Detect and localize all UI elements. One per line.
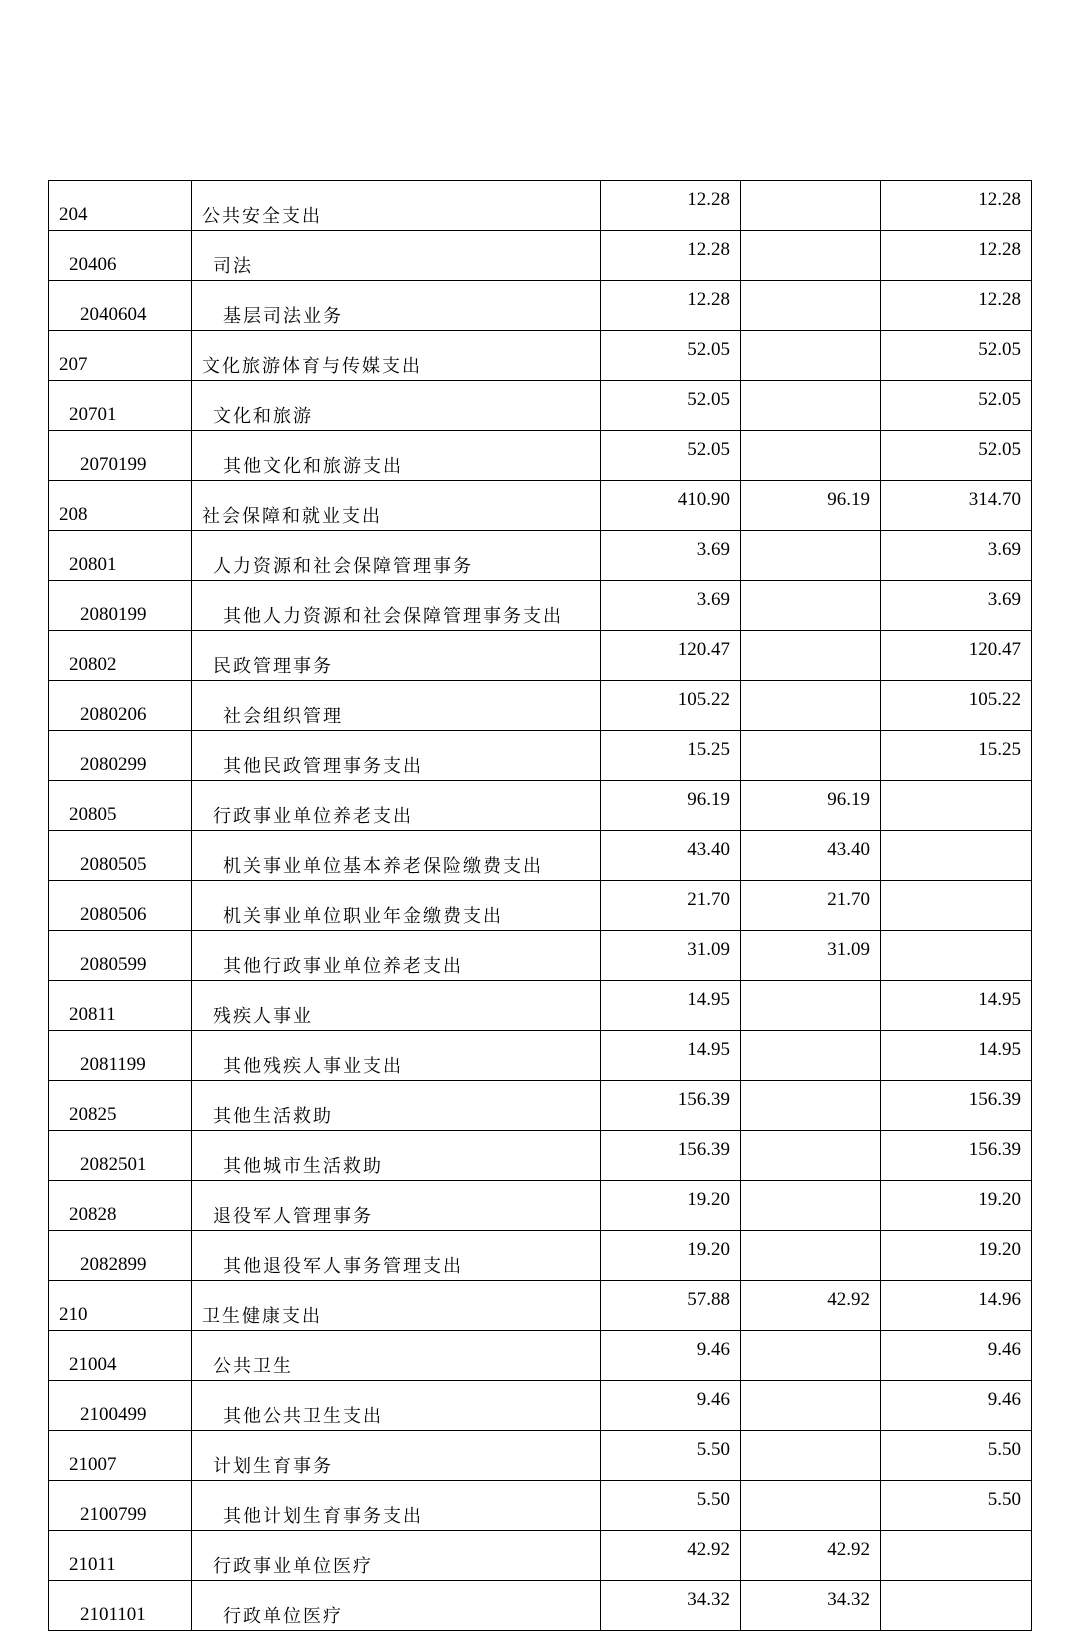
subject-name-cell: 其他人力资源和社会保障管理事务支出 xyxy=(192,581,601,631)
subject-code-cell: 2080206 xyxy=(49,681,192,731)
budget-table-container xyxy=(48,180,1031,1631)
table-row xyxy=(49,681,1032,731)
total-amount-cell: 3.69 xyxy=(601,531,741,581)
total-amount-cell: 52.05 xyxy=(601,381,741,431)
project-expenditure-cell: 14.95 xyxy=(881,981,1032,1031)
subject-name-cell: 残疾人事业 xyxy=(192,981,601,1031)
table-row xyxy=(49,1181,1032,1231)
subject-code-cell: 2070199 xyxy=(49,431,192,481)
table-row xyxy=(49,1581,1032,1631)
subject-code-cell: 207 xyxy=(49,331,192,381)
total-amount-cell: 52.05 xyxy=(601,431,741,481)
total-amount-cell: 9.46 xyxy=(601,1381,741,1431)
table-row xyxy=(49,231,1032,281)
basic-expenditure-cell xyxy=(741,1431,881,1481)
project-expenditure-cell: 314.70 xyxy=(881,481,1032,531)
basic-expenditure-cell xyxy=(741,1081,881,1131)
subject-name-cell: 行政事业单位养老支出 xyxy=(192,781,601,831)
basic-expenditure-cell: 31.09 xyxy=(741,931,881,981)
subject-name-cell: 人力资源和社会保障管理事务 xyxy=(192,531,601,581)
project-expenditure-cell: 14.95 xyxy=(881,1031,1032,1081)
total-amount-cell: 5.50 xyxy=(601,1481,741,1531)
total-amount-cell: 156.39 xyxy=(601,1131,741,1181)
subject-name-cell: 机关事业单位基本养老保险缴费支出 xyxy=(192,831,601,881)
subject-code-cell: 20406 xyxy=(49,231,192,281)
basic-expenditure-cell xyxy=(741,631,881,681)
project-expenditure-cell xyxy=(881,831,1032,881)
project-expenditure-cell: 14.96 xyxy=(881,1281,1032,1331)
project-expenditure-cell xyxy=(881,1531,1032,1581)
project-expenditure-cell: 9.46 xyxy=(881,1381,1032,1431)
basic-expenditure-cell xyxy=(741,1231,881,1281)
project-expenditure-cell: 105.22 xyxy=(881,681,1032,731)
total-amount-cell: 5.50 xyxy=(601,1431,741,1481)
basic-expenditure-cell xyxy=(741,331,881,381)
subject-name-cell: 其他退役军人事务管理支出 xyxy=(192,1231,601,1281)
total-amount-cell: 96.19 xyxy=(601,781,741,831)
basic-expenditure-cell xyxy=(741,1031,881,1081)
subject-code-cell: 2080505 xyxy=(49,831,192,881)
project-expenditure-cell: 5.50 xyxy=(881,1481,1032,1531)
project-expenditure-cell: 52.05 xyxy=(881,381,1032,431)
total-amount-cell: 52.05 xyxy=(601,331,741,381)
basic-expenditure-cell xyxy=(741,381,881,431)
expenditure-table xyxy=(48,180,1032,1631)
subject-name-cell: 机关事业单位职业年金缴费支出 xyxy=(192,881,601,931)
total-amount-cell: 120.47 xyxy=(601,631,741,681)
total-amount-cell: 34.32 xyxy=(601,1581,741,1631)
subject-name-cell: 行政事业单位医疗 xyxy=(192,1531,601,1581)
project-expenditure-cell: 5.50 xyxy=(881,1431,1032,1481)
basic-expenditure-cell xyxy=(741,531,881,581)
subject-code-cell: 2081199 xyxy=(49,1031,192,1081)
project-expenditure-cell: 12.28 xyxy=(881,231,1032,281)
basic-expenditure-cell: 42.92 xyxy=(741,1531,881,1581)
subject-code-cell: 20825 xyxy=(49,1081,192,1131)
basic-expenditure-cell xyxy=(741,1381,881,1431)
project-expenditure-cell: 12.28 xyxy=(881,281,1032,331)
basic-expenditure-cell xyxy=(741,231,881,281)
table-row xyxy=(49,1031,1032,1081)
table-row xyxy=(49,1231,1032,1281)
subject-code-cell: 2080299 xyxy=(49,731,192,781)
table-row xyxy=(49,731,1032,781)
total-amount-cell: 31.09 xyxy=(601,931,741,981)
project-expenditure-cell: 3.69 xyxy=(881,581,1032,631)
subject-name-cell: 司法 xyxy=(192,231,601,281)
subject-code-cell: 204 xyxy=(49,181,192,231)
basic-expenditure-cell xyxy=(741,731,881,781)
table-row xyxy=(49,1331,1032,1381)
basic-expenditure-cell xyxy=(741,281,881,331)
basic-expenditure-cell xyxy=(741,1131,881,1181)
subject-name-cell: 计划生育事务 xyxy=(192,1431,601,1481)
project-expenditure-cell: 156.39 xyxy=(881,1081,1032,1131)
project-expenditure-cell: 120.47 xyxy=(881,631,1032,681)
basic-expenditure-cell: 96.19 xyxy=(741,481,881,531)
total-amount-cell: 12.28 xyxy=(601,181,741,231)
total-amount-cell: 3.69 xyxy=(601,581,741,631)
total-amount-cell: 19.20 xyxy=(601,1231,741,1281)
subject-code-cell: 2080506 xyxy=(49,881,192,931)
project-expenditure-cell: 156.39 xyxy=(881,1131,1032,1181)
project-expenditure-cell: 12.28 xyxy=(881,181,1032,231)
subject-name-cell: 文化旅游体育与传媒支出 xyxy=(192,331,601,381)
subject-code-cell: 20701 xyxy=(49,381,192,431)
project-expenditure-cell: 9.46 xyxy=(881,1331,1032,1381)
project-expenditure-cell: 19.20 xyxy=(881,1181,1032,1231)
subject-code-cell: 2100499 xyxy=(49,1381,192,1431)
basic-expenditure-cell: 43.40 xyxy=(741,831,881,881)
subject-name-cell: 公共卫生 xyxy=(192,1331,601,1381)
basic-expenditure-cell: 96.19 xyxy=(741,781,881,831)
total-amount-cell: 14.95 xyxy=(601,981,741,1031)
subject-code-cell: 208 xyxy=(49,481,192,531)
basic-expenditure-cell xyxy=(741,581,881,631)
subject-code-cell: 2082501 xyxy=(49,1131,192,1181)
total-amount-cell: 156.39 xyxy=(601,1081,741,1131)
total-amount-cell: 12.28 xyxy=(601,281,741,331)
table-row xyxy=(49,581,1032,631)
basic-expenditure-cell xyxy=(741,1181,881,1231)
subject-code-cell: 21007 xyxy=(49,1431,192,1481)
subject-name-cell: 卫生健康支出 xyxy=(192,1281,601,1331)
table-row xyxy=(49,981,1032,1031)
subject-name-cell: 其他城市生活救助 xyxy=(192,1131,601,1181)
subject-name-cell: 其他行政事业单位养老支出 xyxy=(192,931,601,981)
table-row xyxy=(49,531,1032,581)
basic-expenditure-cell: 42.92 xyxy=(741,1281,881,1331)
subject-name-cell: 社会组织管理 xyxy=(192,681,601,731)
subject-code-cell: 20802 xyxy=(49,631,192,681)
subject-code-cell: 2080599 xyxy=(49,931,192,981)
total-amount-cell: 15.25 xyxy=(601,731,741,781)
project-expenditure-cell xyxy=(881,931,1032,981)
subject-code-cell: 2080199 xyxy=(49,581,192,631)
table-row xyxy=(49,1481,1032,1531)
project-expenditure-cell xyxy=(881,1581,1032,1631)
table-row xyxy=(49,281,1032,331)
table-row xyxy=(49,1431,1032,1481)
basic-expenditure-cell xyxy=(741,181,881,231)
total-amount-cell: 21.70 xyxy=(601,881,741,931)
subject-code-cell: 2082899 xyxy=(49,1231,192,1281)
subject-name-cell: 民政管理事务 xyxy=(192,631,601,681)
subject-name-cell: 文化和旅游 xyxy=(192,381,601,431)
table-row xyxy=(49,1281,1032,1331)
subject-code-cell: 20805 xyxy=(49,781,192,831)
subject-code-cell: 21004 xyxy=(49,1331,192,1381)
basic-expenditure-cell: 34.32 xyxy=(741,1581,881,1631)
subject-name-cell: 其他计划生育事务支出 xyxy=(192,1481,601,1531)
basic-expenditure-cell: 21.70 xyxy=(741,881,881,931)
basic-expenditure-cell xyxy=(741,681,881,731)
project-expenditure-cell: 3.69 xyxy=(881,531,1032,581)
subject-name-cell: 退役军人管理事务 xyxy=(192,1181,601,1231)
subject-name-cell: 其他文化和旅游支出 xyxy=(192,431,601,481)
project-expenditure-cell xyxy=(881,781,1032,831)
table-row xyxy=(49,931,1032,981)
subject-code-cell: 20801 xyxy=(49,531,192,581)
table-row xyxy=(49,1131,1032,1181)
basic-expenditure-cell xyxy=(741,981,881,1031)
total-amount-cell: 410.90 xyxy=(601,481,741,531)
total-amount-cell: 105.22 xyxy=(601,681,741,731)
subject-name-cell: 基层司法业务 xyxy=(192,281,601,331)
total-amount-cell: 9.46 xyxy=(601,1331,741,1381)
subject-code-cell: 2100799 xyxy=(49,1481,192,1531)
table-body xyxy=(49,181,1032,1631)
subject-code-cell: 210 xyxy=(49,1281,192,1331)
table-row xyxy=(49,631,1032,681)
subject-code-cell: 2040604 xyxy=(49,281,192,331)
table-row xyxy=(49,181,1032,231)
table-row xyxy=(49,1381,1032,1431)
subject-name-cell: 行政单位医疗 xyxy=(192,1581,601,1631)
project-expenditure-cell: 19.20 xyxy=(881,1231,1032,1281)
total-amount-cell: 57.88 xyxy=(601,1281,741,1331)
table-row xyxy=(49,781,1032,831)
table-row xyxy=(49,431,1032,481)
subject-code-cell: 20828 xyxy=(49,1181,192,1231)
subject-name-cell: 其他公共卫生支出 xyxy=(192,1381,601,1431)
subject-name-cell: 其他残疾人事业支出 xyxy=(192,1031,601,1081)
project-expenditure-cell: 52.05 xyxy=(881,431,1032,481)
project-expenditure-cell: 52.05 xyxy=(881,331,1032,381)
total-amount-cell: 43.40 xyxy=(601,831,741,881)
table-row xyxy=(49,481,1032,531)
subject-name-cell: 其他生活救助 xyxy=(192,1081,601,1131)
subject-name-cell: 其他民政管理事务支出 xyxy=(192,731,601,781)
subject-code-cell: 20811 xyxy=(49,981,192,1031)
basic-expenditure-cell xyxy=(741,1331,881,1381)
subject-name-cell: 社会保障和就业支出 xyxy=(192,481,601,531)
project-expenditure-cell xyxy=(881,881,1032,931)
table-row xyxy=(49,381,1032,431)
table-row xyxy=(49,331,1032,381)
total-amount-cell: 14.95 xyxy=(601,1031,741,1081)
table-row xyxy=(49,831,1032,881)
basic-expenditure-cell xyxy=(741,431,881,481)
table-row xyxy=(49,1081,1032,1131)
basic-expenditure-cell xyxy=(741,1481,881,1531)
subject-name-cell: 公共安全支出 xyxy=(192,181,601,231)
table-row xyxy=(49,881,1032,931)
table-row xyxy=(49,1531,1032,1581)
project-expenditure-cell: 15.25 xyxy=(881,731,1032,781)
subject-code-cell: 2101101 xyxy=(49,1581,192,1631)
subject-code-cell: 21011 xyxy=(49,1531,192,1581)
total-amount-cell: 42.92 xyxy=(601,1531,741,1581)
total-amount-cell: 12.28 xyxy=(601,231,741,281)
total-amount-cell: 19.20 xyxy=(601,1181,741,1231)
